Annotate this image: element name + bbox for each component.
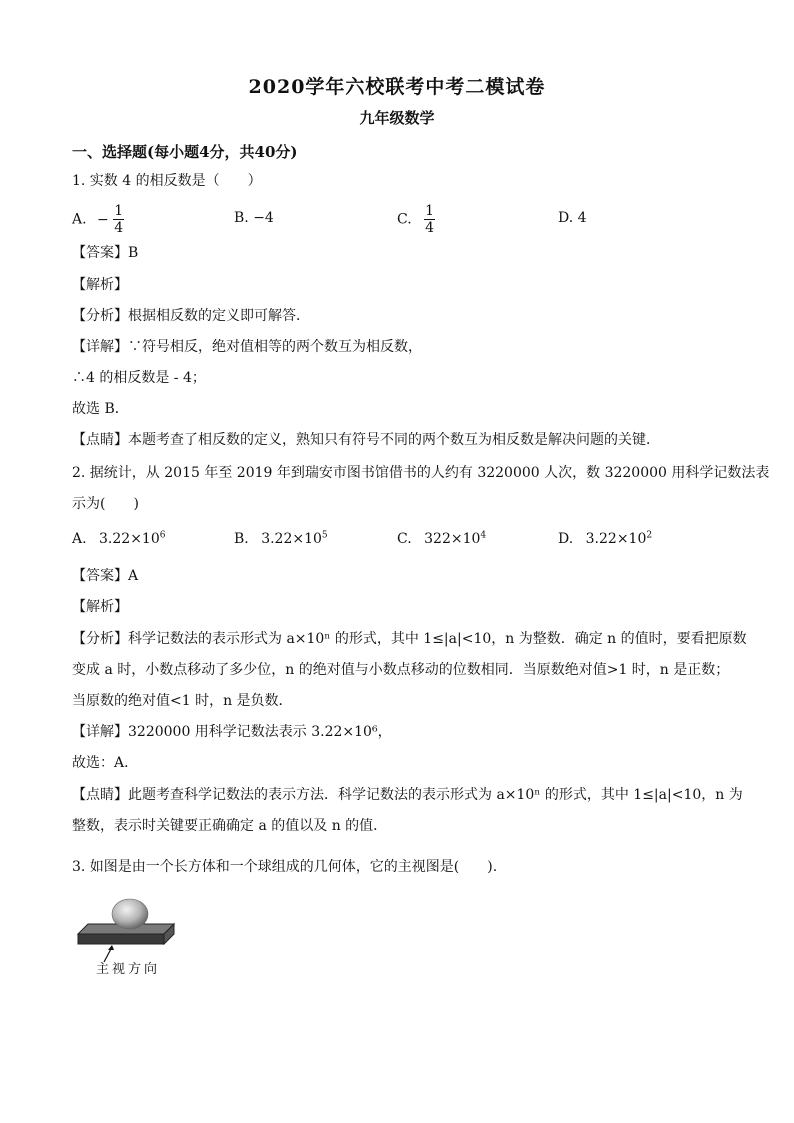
q2-fenxi-line3: 当原数的绝对值<1 时，n 是负数． [72,693,293,709]
q1-analysis-tag: 【解析】 [72,277,128,293]
q2-option-c-base: 322×10 [424,531,481,547]
q1-choose: 故选 B． [72,401,129,417]
q1-option-c-label: C. [397,211,412,228]
q2-option-c [397,531,486,547]
q1-option-b: B. −4 [234,210,274,226]
q2-option-d [558,531,652,547]
q1-option-c [397,203,435,236]
q2-stem-line2: 示为( ) [72,496,139,512]
q2-stem-line1: 2. 据统计，从 2015 年至 2019 年到瑞安市图书馆借书的人约有 3220000 人次，数 3220000 用科学记数法表 [72,465,770,481]
q1-stem: 1. 实数 4 的相反数是（ ） [72,173,262,189]
q2-option-d-exponent: 2 [646,530,653,541]
q1-option-a [72,203,124,236]
q2-option-d-base: 3.22×10 [585,531,647,547]
page-subtitle: 九年级数学 [359,109,435,127]
q3-stem: 3. 如图是由一个长方体和一个球组成的几何体，它的主视图是( ). [72,859,498,875]
q2-option-c-exponent: 4 [480,530,487,541]
q2-option-b-base: 3.22×10 [261,531,322,547]
q2-answer: 【答案】A [72,568,139,584]
q1-option-a-label: A. [72,211,87,228]
box-front-face [78,934,164,944]
arrow-head [108,945,114,950]
q2-option-a-exponent: 6 [159,530,166,541]
q1-option-a-fraction [113,203,124,236]
q2-choose: 故选：A． [72,755,139,771]
q1-dianjing: 【点睛】本题考查了相反数的定义，熟知只有符号不同的两个数互为相反数是解决问题的关键． [72,432,660,448]
q2-option-a-base: 3.22×10 [99,531,160,547]
page-title: 2020学年六校联考中考二模试卷 [248,76,546,98]
q2-option-a [72,531,165,547]
q2-fenxi-line1: 【分析】科学记数法的表示形式为 a×10ⁿ 的形式，其中 1≤|a|<10，n 为整数．确定 n 的值时，要看把原数 [72,631,747,647]
q1-fenxi: 【分析】根据相反数的定义即可解答． [72,308,310,324]
section-heading: 一、选择题(每小题4分，共40分) [72,143,298,161]
q2-xiangjie: 【详解】3220000 用科学记数法表示 3.22×10⁶， [72,724,392,740]
fraction-denominator: 4 [114,220,124,236]
q2-option-a-label: A. [72,531,87,547]
q2-option-d-label: D. [558,531,574,547]
figure-label: 主视方向 [96,962,161,977]
q1-answer: 【答案】B [72,245,139,261]
q2-option-b [234,531,328,547]
q1-therefore: ∴4 的相反数是 - 4； [72,370,206,386]
q2-dianjing-line1: 【点睛】此题考查科学记数法的表示方法．科学记数法的表示形式为 a×10ⁿ 的形式，其中 1≤|a|<10，n 为 [72,787,743,803]
q2-fenxi-line2: 变成 a 时，小数点移动了多少位，n 的绝对值与小数点移动的位数相同．当原数绝对值>1 时，n 是正数； [72,662,730,678]
q2-option-b-label: B. [234,531,249,547]
q2-option-c-label: C. [397,531,412,547]
sphere-shape [112,899,148,929]
q2-option-b-exponent: 5 [321,530,328,541]
fraction-denominator: 4 [425,220,435,236]
q2-analysis-tag: 【解析】 [72,599,128,615]
q1-option-c-fraction [424,203,435,236]
fraction-numerator: 1 [425,203,435,219]
q1-option-a-sign: − [97,211,109,228]
q2-dianjing-line2: 整数，表示时关键要正确确定 a 的值以及 n 的值． [72,818,388,834]
fraction-numerator: 1 [114,203,124,219]
q1-xiangjie: 【详解】∵符号相反，绝对值相等的两个数互为相反数， [72,339,422,355]
q1-option-d: D. 4 [558,210,587,226]
